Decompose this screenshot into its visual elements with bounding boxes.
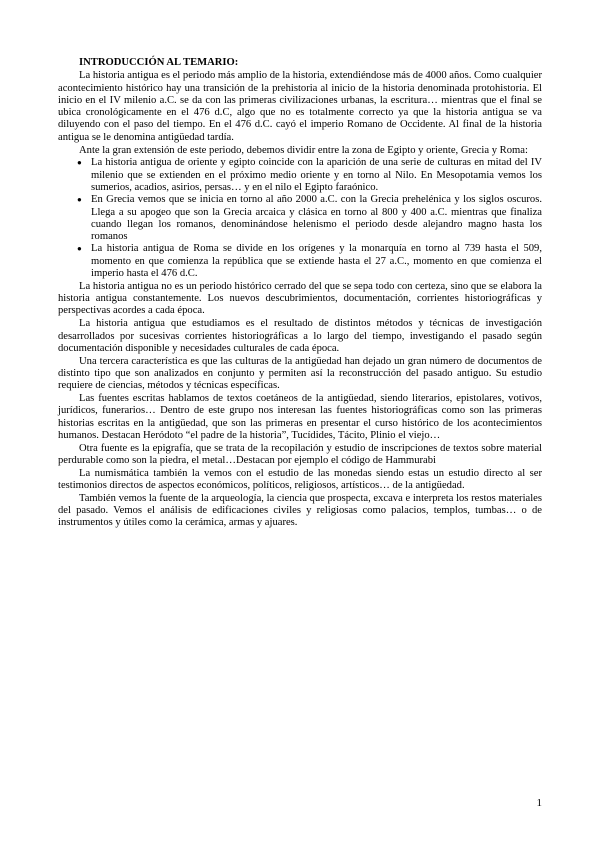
- paragraph: La historia antigua es el periodo más amplio de la historia, extendiéndose más de 4000 años. Como cualquier acontecimiento histórico hay una transición de la prehistoria al inicio de la historia denominada protohistoria. El inicio en el IV milenio a.C. se da con las primeras civilizaciones urbanas, la escritura… mientras que el final se ubica cronológicamente en el 476 d.C, algo que no es totalmente correcto ya que la historia antigua se va diluyendo con el paso del tiempo. En el 476 d.C. cayó el imperio Romano de Occidente. Al final de la historia antigua se le denomina antigüedad tardía.: [58, 70, 542, 143]
- paragraph: La numismática también la vemos con el estudio de las monedas siendo estas un estudio directo al ser testimonios directos de aspectos económicos, políticos, religiosos, artísticos… de la antigüedad.: [58, 467, 542, 492]
- document-body: [58, 57, 542, 530]
- bullet-item: ● La historia antigua de Roma se divide en los orígenes y la monarquía en torno al 739 hasta el 509, momento en que comienza la república que se extiende hasta el 27 a.C., momento en que comienza el imperio hasta el 476 d.C.: [58, 243, 542, 280]
- section-heading: INTRODUCCIÓN AL TEMARIO:: [79, 57, 239, 68]
- bullet-item: ● La historia antigua de oriente y egipto coincide con la aparición de una serie de culturas en mitad del IV milenio que se extienden en el próximo medio oriente y en torno al Nilo. En Mesopotamia vemos los sumerios, acadios, asirios, persas… y en el nilo el Egipto faraónico.: [58, 157, 542, 194]
- paragraph: Ante la gran extensión de este periodo, debemos dividir entre la zona de Egipto y oriente, Grecia y Roma:: [79, 144, 528, 156]
- page-number: 1: [536, 797, 542, 809]
- paragraph: Las fuentes escritas hablamos de textos coetáneos de la antigüedad, siendo literarios, epistolares, votivos, jurídicos, funerarios… Dentro de este grupo nos interesan las fuentes historiográficas como son las primeras historias escritas en la antigüedad, que son las primeras en presentar el curso histórico de los acontecimientos humanos. Destacan Heródoto “el padre de la historia”, Tucídides, Tácito, Plinio el viejo…: [58, 393, 542, 441]
- bullet-item: ● En Grecia vemos que se inicia en torno al año 2000 a.C. con la Grecia prehelénica y los siglos oscuros. Llega a su apogeo que son la Grecia arcaica y clásica en torno al 800 y 400 a.C. mientras que finaliza cuando llegan los romanos, denominándose helenismo el periodo desde alejandro magno hasta los romanos: [58, 194, 542, 243]
- paragraph: Una tercera característica es que las culturas de la antigüedad han dejado un gran número de documentos de distinto tipo que son analizados en conjunto y permiten así la reconstrucción del pasado antiguo. Su estudio requiere de ciencias, métodos y técnicas específicas.: [58, 355, 542, 392]
- paragraph: Otra fuente es la epigrafía, que se trata de la recopilación y estudio de inscripciones de textos sobre material perdurable como son la piedra, el metal…Destacan por ejemplo el código de Hammurabi: [58, 442, 542, 466]
- bullet-list: [58, 157, 542, 280]
- paragraph: La historia antigua que estudiamos es el resultado de distintos métodos y técnicas de investigación desarrollados por sucesivas corrientes historiográficas a lo largo del tiempo, investigando el pasado según documentación disponible y necesidades culturales de cada época.: [58, 318, 542, 354]
- paragraph: La historia antigua no es un periodo histórico cerrado del que se sepa todo con certeza, sino que se elabora la historia antigua constantemente. Los nuevos descubrimientos, documentación, corrientes historiográficas y perspectivas acordes a cada época.: [58, 280, 542, 317]
- paragraph: También vemos la fuente de la arqueología, la ciencia que prospecta, excava e interpreta los restos materiales del pasado. Vemos el análisis de edificaciones civiles y religiosas como palacios, templos, tumbas… o de instrumentos y útiles como la cerámica, armas y ajuares.: [58, 492, 542, 529]
